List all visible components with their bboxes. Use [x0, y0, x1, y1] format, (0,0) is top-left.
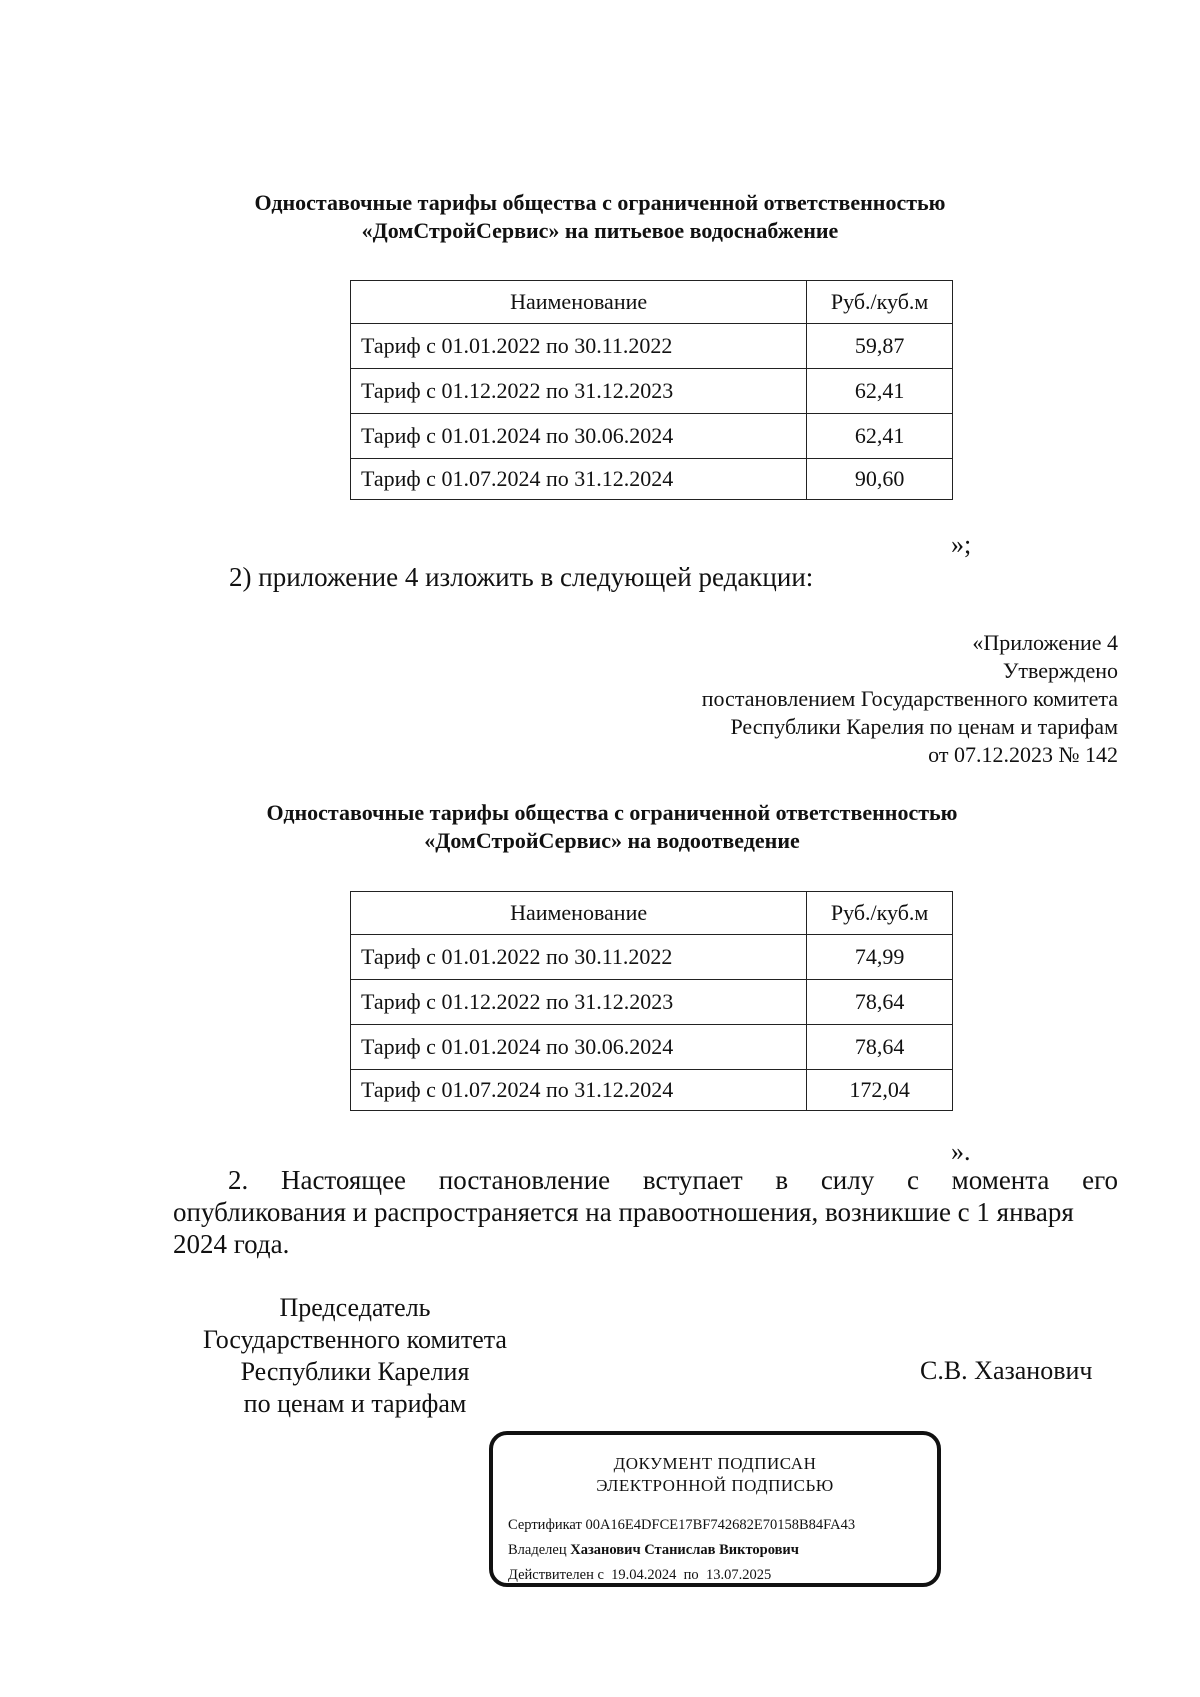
tariff-period: Тариф с 01.01.2022 по 30.11.2022: [351, 324, 807, 369]
stamp-certificate: [508, 1513, 937, 1538]
paragraph-word: с: [906, 1165, 919, 1195]
section2-closing-quote: ».: [951, 1137, 971, 1166]
tariff-period: Тариф с 01.01.2022 по 30.11.2022: [351, 935, 807, 980]
table-header-row: [351, 281, 953, 324]
section1-title-line2: «ДомСтройСервис» на питьевое водоснабжение: [361, 218, 839, 243]
paragraph-word: Настоящее: [280, 1165, 407, 1195]
tariff-period: Тариф с 01.12.2022 по 31.12.2023: [351, 980, 807, 1025]
paragraph-word: 2.: [228, 1165, 249, 1195]
tariff-period: Тариф с 01.07.2024 по 31.12.2024: [351, 459, 807, 500]
stamp-validity: [508, 1563, 937, 1588]
section1-closing-quote: »;: [951, 530, 972, 559]
paragraph-word: вступает: [642, 1165, 743, 1195]
paragraph-first-line: [173, 1164, 1118, 1196]
wastewater-tariff-table: [350, 891, 953, 1111]
chairman-title-line1: Председатель: [279, 1293, 431, 1322]
table-row: [351, 935, 953, 980]
header-name: Наименование: [351, 281, 807, 324]
paragraph-line3: 2024 года.: [173, 1229, 290, 1259]
paragraph-word: момента: [951, 1165, 1050, 1195]
valid-from: 19.04.2024: [611, 1567, 677, 1583]
stamp-header: [493, 1453, 937, 1497]
tariff-period: Тариф с 01.12.2022 по 31.12.2023: [351, 369, 807, 414]
item2-text: 2) приложение 4 изложить в следующей редакции:: [229, 562, 814, 592]
table-row: [351, 459, 953, 500]
tariff-value: 90,60: [807, 459, 953, 500]
paragraph-word: в: [775, 1165, 789, 1195]
table-row: [351, 1070, 953, 1111]
tariff-value: 78,64: [807, 980, 953, 1025]
paragraph-word: силу: [820, 1165, 875, 1195]
chairman-title-line3: Республики Карелия: [240, 1357, 470, 1386]
tariff-value: 62,41: [807, 414, 953, 459]
certificate-value: 00A16E4DFCE17BF742682E70158B84FA43: [585, 1517, 856, 1533]
table-row: [351, 414, 953, 459]
section1-title-line1: Одноставочные тарифы общества с ограниченной ответственностью: [254, 190, 946, 215]
signer-name: С.В. Хазанович: [920, 1356, 1093, 1385]
stamp-header-line2: ЭЛЕКТРОННОЙ ПОДПИСЬЮ: [596, 1476, 834, 1495]
stamp-header-line1: ДОКУМЕНТ ПОДПИСАН: [613, 1454, 817, 1473]
chairman-title-line4: по ценам и тарифам: [243, 1389, 467, 1418]
valid-label: Действителен с: [508, 1567, 604, 1583]
owner-value: Хазанович Станислав Викторович: [570, 1542, 799, 1558]
water-supply-tariff-table: [350, 280, 953, 500]
chairman-title-line2: Государственного комитета: [203, 1325, 507, 1354]
tariff-value: 59,87: [807, 324, 953, 369]
chairman-title: [175, 1292, 535, 1420]
section2-title-line2: «ДомСтройСервис» на водоотведение: [424, 828, 800, 853]
table-header-row: [351, 892, 953, 935]
section1-title: [0, 189, 1200, 245]
header-unit: Руб./куб.м: [807, 892, 953, 935]
section2-title-line1: Одноставочные тарифы общества с ограниченной ответственностью: [266, 800, 958, 825]
approval-block: [702, 629, 1118, 769]
paragraph-line2: опубликования и распространяется на правоотношения, возникшие с 1 января: [173, 1197, 1074, 1227]
tariff-period: Тариф с 01.01.2024 по 30.06.2024: [351, 1025, 807, 1070]
tariff-period: Тариф с 01.07.2024 по 31.12.2024: [351, 1070, 807, 1111]
stamp-owner: [508, 1538, 937, 1563]
tariff-value: 74,99: [807, 935, 953, 980]
stamp-details: [508, 1513, 937, 1588]
tariff-value: 78,64: [807, 1025, 953, 1070]
table-row: [351, 324, 953, 369]
tariff-value: 62,41: [807, 369, 953, 414]
approval-line1: «Приложение 4: [972, 630, 1118, 655]
table-row: [351, 980, 953, 1025]
paragraph-word: его: [1082, 1165, 1118, 1195]
electronic-signature-stamp: [489, 1431, 941, 1587]
effective-date-paragraph: [173, 1164, 1118, 1260]
header-name: Наименование: [351, 892, 807, 935]
section2-title: [12, 799, 1200, 855]
tariff-value: 172,04: [807, 1070, 953, 1111]
certificate-label: Сертификат: [508, 1517, 582, 1533]
tariff-period: Тариф с 01.01.2024 по 30.06.2024: [351, 414, 807, 459]
valid-to-label: по: [683, 1567, 699, 1583]
header-unit: Руб./куб.м: [807, 281, 953, 324]
approval-line4: Республики Карелия по ценам и тарифам: [730, 714, 1118, 739]
owner-label: Владелец: [508, 1542, 567, 1558]
paragraph-word: постановление: [438, 1165, 611, 1195]
approval-line2: Утверждено: [1002, 658, 1118, 683]
approval-line5: от 07.12.2023 № 142: [928, 742, 1118, 767]
valid-to: 13.07.2025: [705, 1567, 772, 1583]
table-row: [351, 1025, 953, 1070]
table-row: [351, 369, 953, 414]
approval-line3: постановлением Государственного комитета: [701, 686, 1118, 711]
